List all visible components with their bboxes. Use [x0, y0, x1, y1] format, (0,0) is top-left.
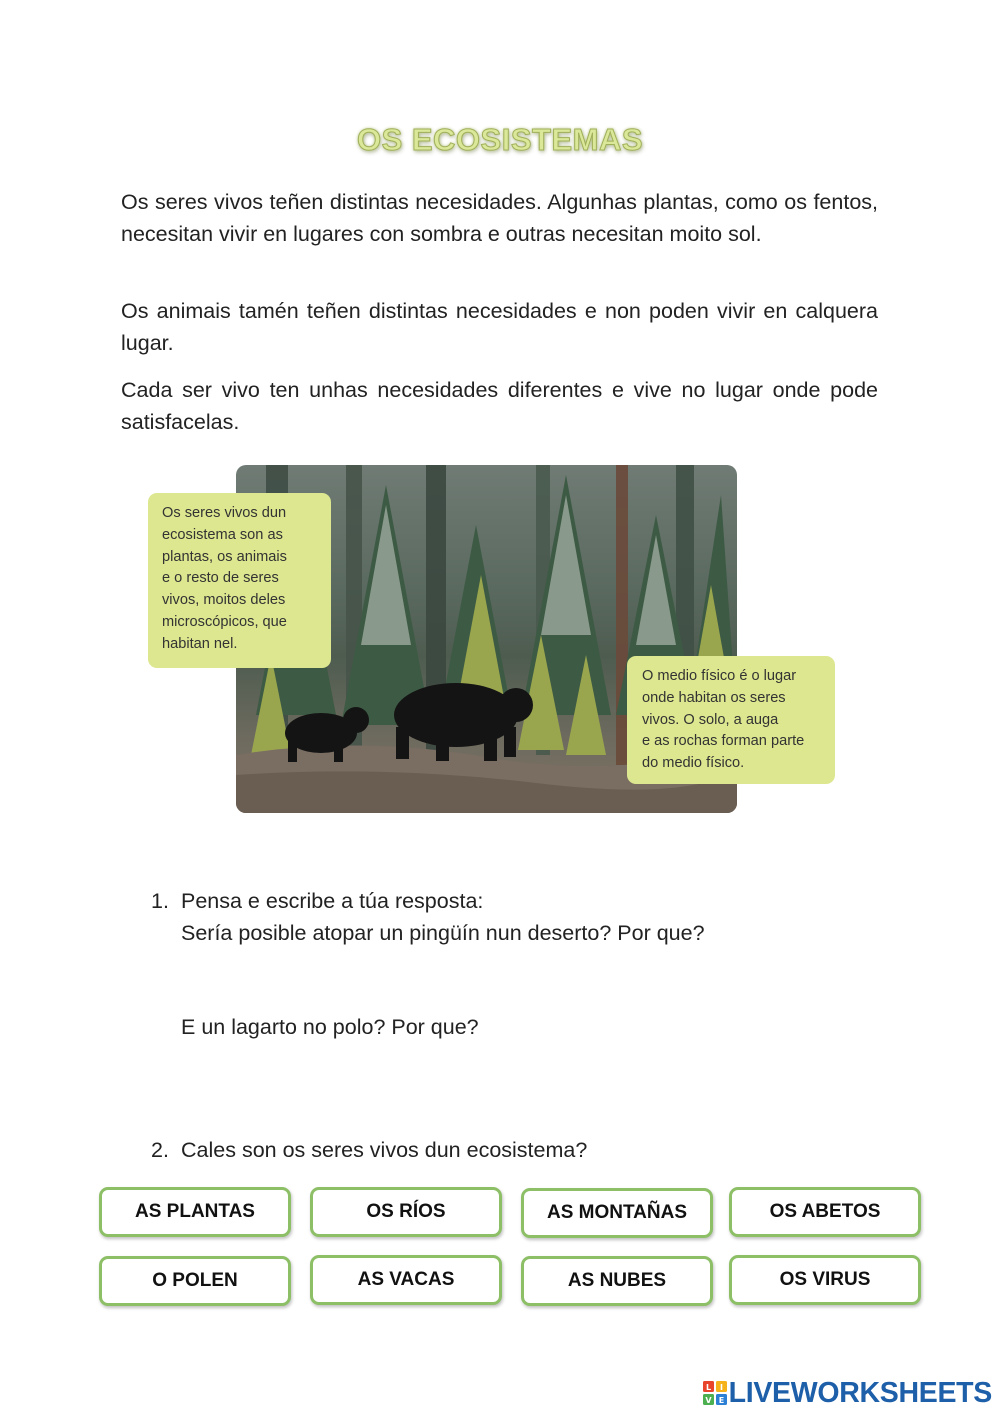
intro-paragraph-3: Cada ser vivo ten unhas necesidades diferentes e vive no lugar onde pode satisfacelas. [121, 378, 878, 434]
svg-text:I: I [719, 1383, 723, 1392]
callout-line: do medio físico. [642, 755, 745, 772]
callout-living-beings [148, 493, 331, 668]
callout-line: vivos. O solo, a auga [642, 711, 779, 728]
choice-os-abetos[interactable]: OS ABETOS [729, 1187, 921, 1237]
callout-line: O medio físico é o lugar [642, 668, 797, 684]
question-1-sub2: E un lagarto no polo? Por que? [181, 1015, 479, 1039]
intro-paragraph-2: Os animais tamén teñen distintas necesidades e non poden vivir en calquera lugar. [121, 299, 878, 355]
svg-text:L: L [705, 1383, 711, 1392]
choice-o-polen[interactable]: O POLEN [99, 1256, 291, 1306]
choice-as-nubes[interactable]: AS NUBES [521, 1256, 713, 1306]
svg-text:V: V [704, 1396, 712, 1405]
question-2-number: 2. [151, 1138, 169, 1162]
question-1-number: 1. [151, 889, 169, 913]
intro-paragraph-1: Os seres vivos teñen distintas necesidades. Algunhas plantas, como os fentos, necesitan vivir en lugares con sombra e outras necesitan moito sol. [121, 190, 878, 246]
callout-line: habitan nel. [162, 635, 238, 652]
liveworksheets-logo-text: LIVEWORKSHEETS [728, 1376, 992, 1409]
callout-line: Os seres vivos dun [162, 505, 287, 521]
svg-text:E: E [718, 1396, 724, 1405]
callout-line: e o resto de seres [162, 570, 279, 587]
callout-line: ecosistema son as [162, 526, 283, 543]
question-1-prompt: Pensa e escribe a túa resposta: [181, 889, 484, 913]
choice-as-vacas[interactable]: AS VACAS [310, 1255, 502, 1305]
choice-as-plantas[interactable]: AS PLANTAS [99, 1187, 291, 1237]
choice-os-rios[interactable]: OS RÍOS [310, 1187, 502, 1237]
question-2-prompt: Cales son os seres vivos dun ecosistema? [181, 1138, 588, 1162]
callout-line: e as rochas forman parte [642, 733, 805, 750]
liveworksheets-logo-icon [703, 1381, 727, 1405]
callout-line: plantas, os animais [162, 548, 287, 565]
callout-physical-medium [627, 656, 835, 784]
liveworksheets-logo [703, 1377, 992, 1409]
page-title: OS ECOSISTEMAS [356, 122, 644, 157]
choice-os-virus[interactable]: OS VIRUS [729, 1255, 921, 1305]
question-1-sub1: Sería posible atopar un pingüín nun deserto? Por que? [181, 921, 705, 945]
callout-line: onde habitan os seres [642, 689, 786, 706]
callout-line: microscópicos, que [162, 613, 287, 630]
choice-as-montanas[interactable]: AS MONTAÑAS [521, 1188, 713, 1238]
callout-line: vivos, moitos deles [162, 592, 286, 609]
